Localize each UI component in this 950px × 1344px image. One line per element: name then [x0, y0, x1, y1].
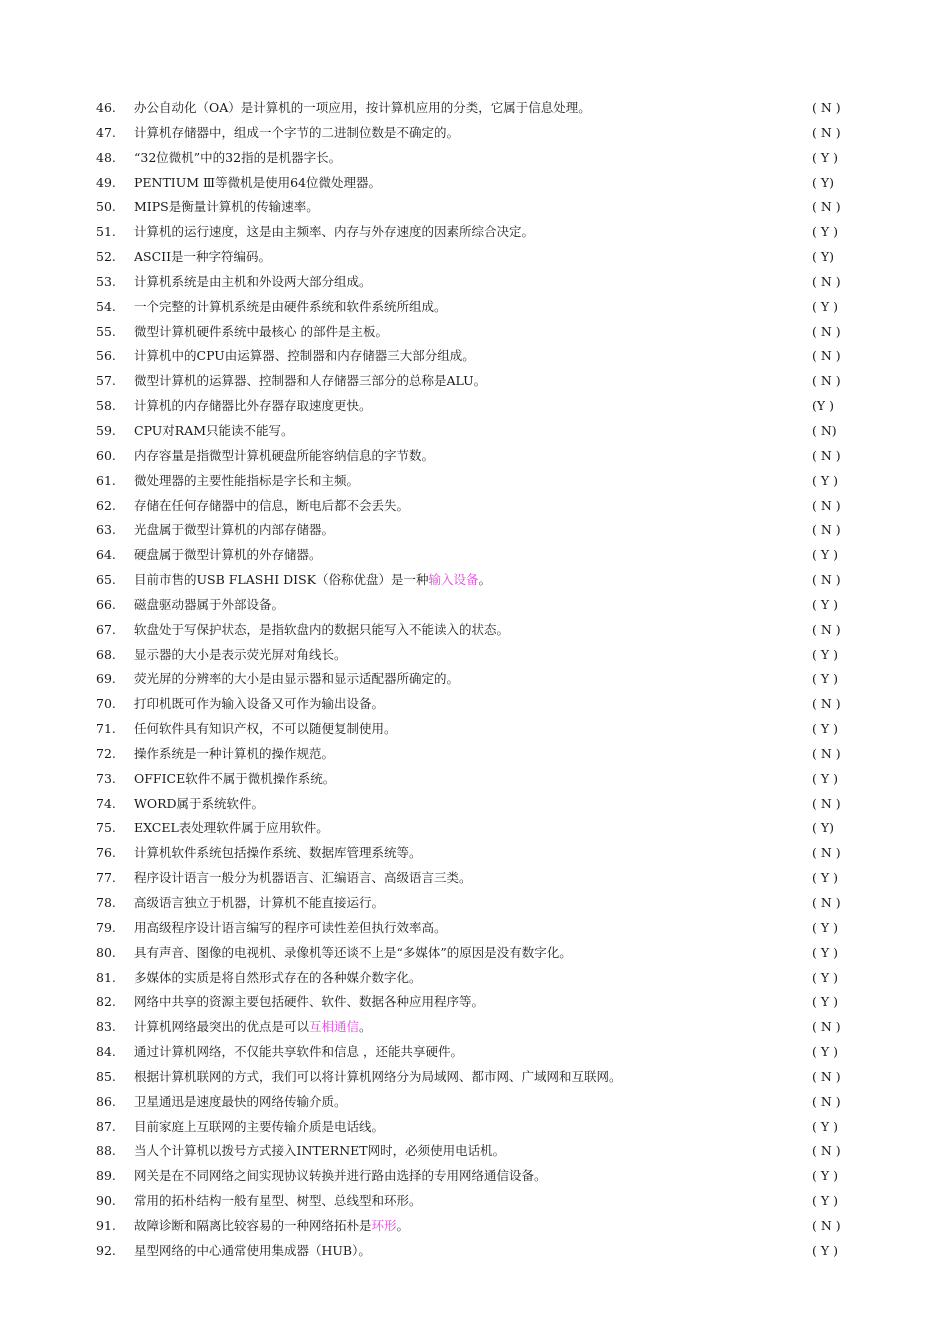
- list-item: [0, 245, 950, 270]
- item-statement: [134, 841, 422, 866]
- item-number: 62.: [96, 497, 116, 513]
- statement-text: 计算机中的CPU由运算器、控制器和内存储器三大部分组成。: [134, 348, 475, 364]
- item-statement: [134, 717, 397, 742]
- list-item: [0, 891, 950, 916]
- item-statement: [134, 593, 284, 618]
- item-statement: [134, 1189, 422, 1214]
- item-statement: [134, 916, 447, 941]
- answer-mark: ( Y ): [812, 224, 838, 240]
- list-item: [0, 866, 950, 891]
- item-number: 58.: [96, 398, 116, 414]
- item-statement: [134, 344, 475, 369]
- statement-text: 硬盘属于微型计算机的外存储器。: [134, 547, 322, 563]
- item-number: 70.: [96, 696, 116, 712]
- answer-mark: ( N ): [812, 572, 841, 588]
- list-item: [0, 543, 950, 568]
- answer-mark: ( N ): [812, 323, 841, 339]
- list-item: [0, 568, 950, 593]
- answer-mark: ( N ): [812, 373, 841, 389]
- item-statement: [134, 692, 384, 717]
- answer-mark: ( Y ): [812, 919, 838, 935]
- item-statement: [134, 245, 271, 270]
- statement-text: 目前市售的USB FLASHI DISK（俗称优盘）是一种: [134, 572, 429, 588]
- answer-mark: ( N ): [812, 745, 841, 761]
- statement-text: 软盘处于写保护状态，是指软盘内的数据只能写入不能读入的状态。: [134, 621, 510, 637]
- item-number: 90.: [96, 1193, 116, 1209]
- answer-mark: ( Y ): [812, 1044, 838, 1060]
- statement-text: 任何软件具有知识产权，不可以随便复制使用。: [134, 721, 397, 737]
- statement-text: WORD属于系统软件。: [134, 795, 265, 811]
- statement-text: 办公自动化（OA）是计算机的一项应用，按计算机应用的分类，它属于信息处理。: [134, 100, 591, 115]
- answer-mark: ( Y ): [812, 1193, 838, 1209]
- list-item: [0, 1065, 950, 1090]
- item-statement: [134, 195, 319, 220]
- answer-mark: ( N ): [812, 1217, 841, 1233]
- list-item: [0, 742, 950, 767]
- answer-mark: ( N ): [812, 273, 841, 289]
- answer-mark: ( N ): [812, 795, 841, 811]
- list-item: [0, 146, 950, 171]
- item-number: 68.: [96, 646, 116, 662]
- item-statement: [134, 1115, 384, 1140]
- item-number: 74.: [96, 795, 116, 811]
- answer-mark: ( N ): [812, 124, 841, 140]
- statement-text: 网关是在不同网络之间实现协议转换并进行路由选择的专用网络通信设备。: [134, 1168, 547, 1184]
- answer-mark: ( N ): [812, 497, 841, 513]
- list-item: [0, 419, 950, 444]
- statement-text: 光盘属于微型计算机的内部存储器。: [134, 522, 335, 538]
- item-number: 88.: [96, 1143, 116, 1159]
- statement-text: 故障诊断和隔离比较容易的一种网络拓朴是: [134, 1217, 372, 1233]
- item-statement: [134, 444, 434, 469]
- item-statement: [134, 667, 459, 692]
- answer-mark: ( Y): [812, 820, 834, 836]
- statement-text: 高级语言独立于机器，计算机不能直接运行。: [134, 895, 385, 910]
- item-number: 87.: [96, 1118, 116, 1134]
- answer-mark: ( Y ): [812, 1118, 838, 1134]
- answer-mark: ( Y ): [812, 1242, 838, 1258]
- answer-mark: ( N ): [812, 1068, 841, 1084]
- item-statement: [134, 419, 294, 444]
- list-item: [0, 494, 950, 519]
- list-item: [0, 121, 950, 146]
- list-item: [0, 1164, 950, 1189]
- item-statement: [134, 568, 491, 593]
- statement-tail: 。: [396, 1217, 410, 1233]
- item-statement: [134, 966, 422, 991]
- item-number: 54.: [96, 298, 116, 314]
- item-number: 78.: [96, 895, 116, 910]
- statement-text: 当人个计算机以拨号方式接入INTERNET网时，必须使用电话机。: [134, 1143, 506, 1159]
- item-number: 84.: [96, 1044, 116, 1060]
- item-number: 76.: [96, 845, 116, 861]
- answer-mark: ( Y ): [812, 298, 838, 314]
- item-statement: [134, 518, 334, 543]
- item-statement: [134, 320, 388, 345]
- item-number: 86.: [96, 1093, 116, 1109]
- item-number: 80.: [96, 944, 116, 960]
- item-number: 57.: [96, 373, 116, 389]
- item-statement: [134, 1164, 547, 1189]
- item-number: 82.: [96, 994, 116, 1010]
- list-item: [0, 618, 950, 643]
- item-number: 85.: [96, 1068, 116, 1084]
- list-item: [0, 344, 950, 369]
- list-item: [0, 916, 950, 941]
- item-number: 66.: [96, 596, 116, 612]
- statement-text: 根据计算机联网的方式，我们可以将计算机网络分为局域网、都市网、广域网和互联网。: [134, 1068, 622, 1084]
- list-item: [0, 171, 950, 196]
- item-number: 63.: [96, 522, 116, 538]
- answer-mark: ( Y ): [812, 721, 838, 737]
- item-number: 91.: [96, 1217, 116, 1233]
- list-item: [0, 643, 950, 668]
- item-statement: [134, 1139, 505, 1164]
- item-number: 72.: [96, 745, 116, 761]
- answer-mark: ( N ): [812, 100, 841, 115]
- item-statement: [134, 171, 381, 196]
- item-statement: [134, 891, 384, 916]
- item-statement: [134, 990, 484, 1015]
- item-statement: [134, 494, 409, 519]
- item-statement: [134, 742, 334, 767]
- statement-text: 用高级程序设计语言编写的程序可读性差但执行效率高。: [134, 919, 447, 935]
- item-statement: [134, 543, 322, 568]
- statement-text: 目前家庭上互联网的主要传输介质是电话线。: [134, 1118, 385, 1134]
- list-item: [0, 841, 950, 866]
- item-number: 65.: [96, 572, 116, 588]
- item-statement: [134, 1015, 372, 1040]
- statement-tail: 。: [359, 1019, 372, 1035]
- statement-tail: 。: [478, 572, 492, 588]
- item-number: 73.: [96, 770, 116, 786]
- list-item: [0, 941, 950, 966]
- list-item: [0, 394, 950, 419]
- statement-text: PENTIUM Ⅲ等微机是使用64位微处理器。: [134, 174, 382, 190]
- statement-text: 内存容量是指微型计算机硬盘所能容纳信息的字节数。: [134, 447, 435, 463]
- answer-mark: ( N ): [812, 522, 841, 538]
- item-number: 47.: [96, 124, 116, 140]
- answer-mark: ( N ): [812, 1019, 841, 1035]
- item-number: 48.: [96, 149, 116, 165]
- answer-mark: ( Y ): [812, 1168, 838, 1184]
- item-statement: [134, 792, 264, 817]
- statement-text: 操作系统是一种计算机的操作规范。: [134, 745, 335, 761]
- statement-text: “32位微机”中的32指的是机器字长。: [134, 149, 342, 165]
- list-item: [0, 369, 950, 394]
- statement-text: 具有声音、图像的电视机、录像机等还谈不上是“多媒体”的原因是没有数字化。: [134, 944, 572, 960]
- answer-mark: ( N ): [812, 1143, 841, 1159]
- item-statement: [134, 866, 472, 891]
- answer-mark: ( Y ): [812, 646, 838, 662]
- list-item: [0, 220, 950, 245]
- list-item: [0, 1139, 950, 1164]
- statement-text: 微处理器的主要性能指标是字长和主频。: [134, 472, 360, 488]
- item-statement: [134, 295, 447, 320]
- item-statement: [134, 1214, 409, 1239]
- list-item: [0, 518, 950, 543]
- statement-text: 微型计算机硬件系统中最核心 的部件是主板。: [134, 323, 388, 339]
- answer-mark: ( Y): [812, 174, 834, 190]
- list-item: [0, 1090, 950, 1115]
- item-number: 89.: [96, 1168, 116, 1184]
- highlighted-text: 互相通信: [309, 1019, 360, 1035]
- list-item: [0, 767, 950, 792]
- item-number: 83.: [96, 1019, 116, 1035]
- answer-mark: ( N ): [812, 845, 841, 861]
- statement-text: 多媒体的实质是将自然形式存在的各种媒介数字化。: [134, 969, 422, 985]
- answer-mark: ( Y ): [812, 870, 838, 886]
- item-statement: [134, 1065, 622, 1090]
- item-statement: [134, 220, 534, 245]
- item-number: 56.: [96, 348, 116, 364]
- item-number: 49.: [96, 174, 116, 190]
- list-item: [0, 469, 950, 494]
- item-number: 59.: [96, 422, 116, 438]
- list-item: [0, 692, 950, 717]
- answer-mark: ( N ): [812, 447, 841, 463]
- item-number: 46.: [96, 100, 116, 115]
- answer-mark: ( N): [812, 422, 837, 438]
- list-item: [0, 195, 950, 220]
- item-number: 55.: [96, 323, 116, 339]
- list-item: [0, 966, 950, 991]
- item-number: 75.: [96, 820, 116, 836]
- item-number: 92.: [96, 1242, 116, 1258]
- item-number: 60.: [96, 447, 116, 463]
- list-item: [0, 792, 950, 817]
- item-number: 50.: [96, 199, 116, 215]
- answer-mark: ( N ): [812, 696, 841, 712]
- statement-text: 计算机的运行速度，这是由主频率、内存与外存速度的因素所综合决定。: [134, 224, 535, 240]
- statement-text: OFFICE软件不属于微机操作系统。: [134, 770, 336, 786]
- list-item: [0, 1115, 950, 1140]
- list-item: [0, 295, 950, 320]
- item-statement: [134, 96, 591, 121]
- item-statement: [134, 618, 509, 643]
- answer-mark: ( N ): [812, 1093, 841, 1109]
- statement-text: 打印机既可作为输入设备又可作为输出设备。: [134, 696, 385, 712]
- statement-text: 一个完整的计算机系统是由硬件系统和软件系统所组成。: [134, 298, 447, 314]
- answer-mark: ( N ): [812, 348, 841, 364]
- item-statement: [134, 146, 341, 171]
- list-item: [0, 593, 950, 618]
- highlighted-text: 输入设备: [428, 572, 479, 588]
- item-statement: [134, 643, 347, 668]
- list-item: [0, 1214, 950, 1239]
- answer-mark: ( Y ): [812, 994, 838, 1010]
- item-number: 52.: [96, 249, 116, 265]
- item-statement: [134, 1090, 347, 1115]
- item-number: 64.: [96, 547, 116, 563]
- statement-text: CPU对RAM只能读不能写。: [134, 422, 294, 438]
- item-number: 81.: [96, 969, 116, 985]
- answer-mark: ( Y ): [812, 596, 838, 612]
- item-statement: [134, 121, 459, 146]
- item-statement: [134, 369, 486, 394]
- statement-text: 通过计算机网络，不仅能共享软件和信息 ，还能共享硬件。: [134, 1044, 463, 1060]
- statement-text: 计算机系统是由主机和外设两大部分组成。: [134, 273, 372, 289]
- item-number: 53.: [96, 273, 116, 289]
- item-statement: [134, 270, 372, 295]
- answer-mark: ( Y ): [812, 472, 838, 488]
- answer-mark: ( N ): [812, 621, 841, 637]
- answer-mark: ( Y ): [812, 671, 838, 687]
- statement-text: EXCEL表处理软件属于应用软件。: [134, 820, 329, 836]
- list-item: [0, 990, 950, 1015]
- answer-mark: (Y ): [812, 398, 834, 414]
- item-number: 69.: [96, 671, 116, 687]
- item-statement: [134, 816, 329, 841]
- list-item: [0, 270, 950, 295]
- answer-mark: ( Y ): [812, 969, 838, 985]
- item-number: 51.: [96, 224, 116, 240]
- item-statement: [134, 394, 372, 419]
- list-item: [0, 816, 950, 841]
- item-number: 79.: [96, 919, 116, 935]
- item-statement: [134, 1239, 371, 1264]
- statement-text: 计算机网络最突出的优点是可以: [134, 1019, 310, 1035]
- answer-mark: ( Y ): [812, 770, 838, 786]
- list-item: [0, 1040, 950, 1065]
- question-list: [0, 96, 950, 1264]
- item-statement: [134, 469, 359, 494]
- statement-text: MIPS是衡量计算机的传输速率。: [134, 199, 319, 215]
- statement-text: 常用的拓朴结构一般有星型、树型、总线型和环形。: [134, 1193, 422, 1209]
- item-number: 77.: [96, 870, 116, 886]
- highlighted-text: 环形: [371, 1217, 397, 1233]
- statement-text: 计算机软件系统包括操作系统、数据库管理系统等。: [134, 845, 422, 861]
- statement-text: 存储在任何存储器中的信息，断电后都不会丢失。: [134, 497, 410, 513]
- item-statement: [134, 1040, 463, 1065]
- statement-text: 磁盘驱动器属于外部设备。: [134, 596, 285, 612]
- statement-text: 计算机的内存储器比外存器存取速度更快。: [134, 398, 372, 414]
- answer-mark: ( N ): [812, 895, 841, 910]
- statement-text: 卫星通迅是速度最快的网络传输介质。: [134, 1093, 347, 1109]
- list-item: [0, 96, 950, 121]
- list-item: [0, 667, 950, 692]
- statement-text: ASCII是一种字符编码。: [134, 249, 272, 265]
- answer-mark: ( Y ): [812, 149, 838, 165]
- statement-text: 显示器的大小是表示荧光屏对角线长。: [134, 646, 347, 662]
- item-number: 61.: [96, 472, 116, 488]
- item-statement: [134, 767, 335, 792]
- answer-mark: ( Y ): [812, 547, 838, 563]
- list-item: [0, 320, 950, 345]
- item-number: 71.: [96, 721, 116, 737]
- statement-text: 星型网络的中心通常使用集成器（HUB）。: [134, 1242, 371, 1258]
- list-item: [0, 1015, 950, 1040]
- list-item: [0, 717, 950, 742]
- statement-text: 网络中共享的资源主要包括硬件、软件、数据各种应用程序等。: [134, 994, 485, 1010]
- list-item: [0, 1189, 950, 1214]
- answer-mark: ( Y ): [812, 944, 838, 960]
- statement-text: 微型计算机的运算器、控制器和人存储器三部分的总称是ALU。: [134, 373, 487, 389]
- statement-text: 荧光屏的分辨率的大小是由显示器和显示适配器所确定的。: [134, 671, 460, 687]
- answer-mark: ( N ): [812, 199, 841, 215]
- answer-mark: ( Y): [812, 249, 834, 265]
- item-statement: [134, 941, 572, 966]
- statement-text: 程序设计语言一般分为机器语言、汇编语言、高级语言三类。: [134, 870, 472, 886]
- list-item: [0, 444, 950, 469]
- statement-text: 计算机存储器中，组成一个字节的二进制位数是不确定的。: [134, 124, 460, 140]
- list-item: [0, 1239, 950, 1264]
- item-number: 67.: [96, 621, 116, 637]
